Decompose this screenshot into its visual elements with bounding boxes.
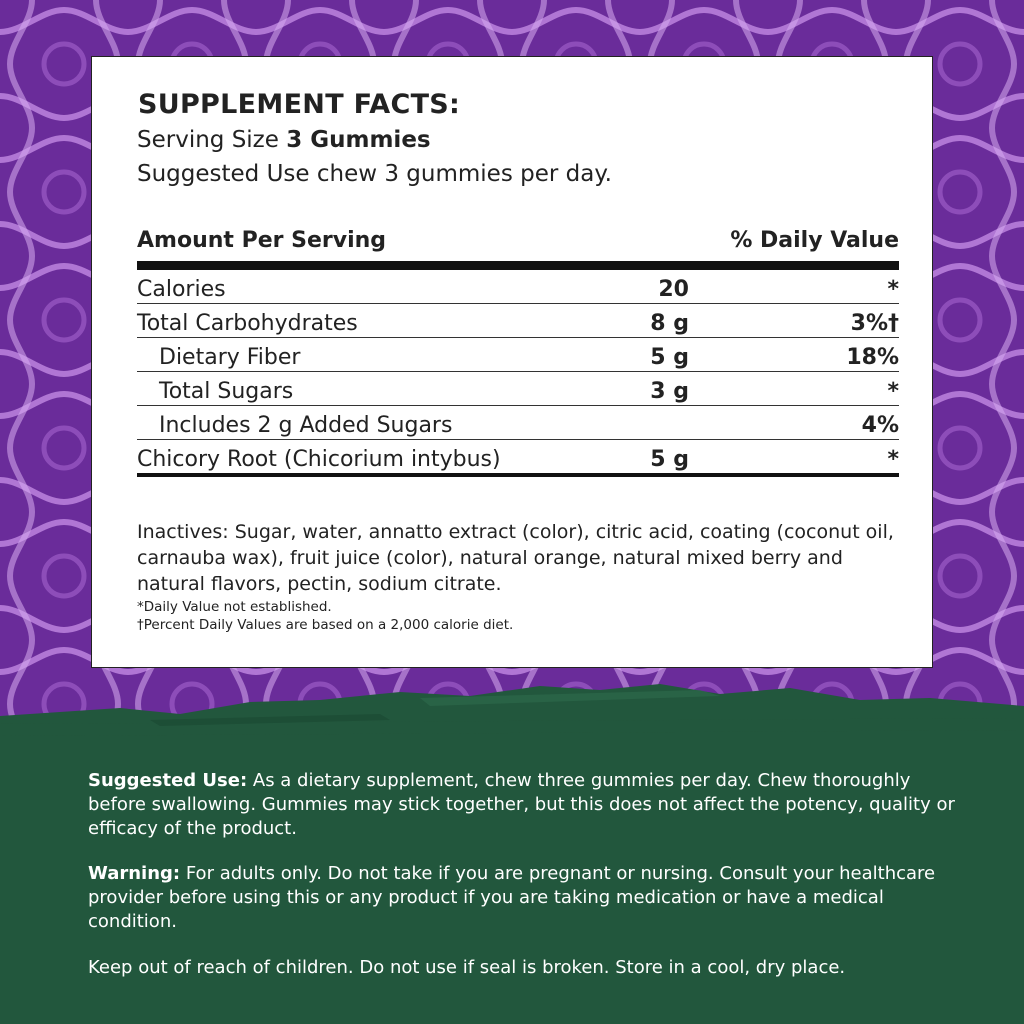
- row-amount: 3 g: [650, 379, 689, 404]
- nutrition-table: [137, 227, 899, 477]
- storage-paragraph: Keep out of reach of children. Do not use if seal is broken. Store in a cool, dry place.: [88, 957, 846, 978]
- table-row: [137, 304, 899, 338]
- serving-size: [137, 127, 431, 153]
- supplement-facts-panel: [91, 56, 933, 668]
- suggested-use-text: As a dietary supplement, chew three gummies per day. Chew thoroughly before swallowing. Gummies may stick together, but this does not affect the potency, quality or efficacy of the product.: [88, 770, 955, 839]
- daily-value-note: *Daily Value not established.: [137, 599, 332, 615]
- row-name: Calories: [137, 277, 226, 302]
- row-daily-value: *: [887, 277, 899, 302]
- table-row: [137, 372, 899, 406]
- row-amount: 5 g: [650, 345, 689, 370]
- serving-size-value: 3 Gummies: [286, 127, 431, 153]
- table-row: [137, 338, 899, 372]
- percent-daily-note: †Percent Daily Values are based on a 2,000 calorie diet.: [137, 617, 514, 633]
- row-daily-value: *: [887, 379, 899, 404]
- facts-title: SUPPLEMENT FACTS:: [138, 89, 461, 120]
- inactives-text: Inactives: Sugar, water, annatto extract (color), citric acid, coating (coconut oil, carnauba wax), fruit juice (color), natural orange, natural mixed berry and natural flavors, pectin, sodium citrate.: [137, 521, 894, 595]
- warning-paragraph: [88, 862, 968, 934]
- row-name: Dietary Fiber: [159, 345, 301, 370]
- row-daily-value: 18%: [846, 345, 899, 370]
- warning-label: Warning:: [88, 863, 181, 884]
- suggested-use-label: Suggested Use:: [88, 770, 248, 791]
- suggested-use-line: Suggested Use chew 3 gummies per day.: [137, 161, 612, 187]
- row-name: Total Sugars: [159, 379, 294, 404]
- suggested-use-paragraph: [88, 769, 968, 841]
- row-daily-value: 4%: [861, 413, 899, 438]
- table-row: [137, 406, 899, 440]
- row-daily-value: *: [887, 447, 899, 472]
- header-daily-value: % Daily Value: [730, 228, 899, 253]
- row-name: Includes 2 g Added Sugars: [159, 413, 453, 438]
- header-amount: Amount Per Serving: [137, 228, 387, 253]
- warning-text: For adults only. Do not take if you are pregnant or nursing. Consult your healthcare provider before using this or any product if you are taking medication or have a medical condition.: [88, 863, 936, 932]
- table-row: [137, 270, 899, 304]
- row-name: Chicory Root (Chicorium intybus): [137, 447, 501, 472]
- row-amount: 20: [658, 277, 689, 302]
- row-amount: 5 g: [650, 447, 689, 472]
- row-amount: 8 g: [650, 311, 689, 336]
- table-row: [137, 440, 899, 477]
- serving-size-label: Serving Size: [137, 127, 287, 153]
- table-header: [137, 227, 899, 270]
- row-daily-value: 3%†: [850, 311, 899, 336]
- row-name: Total Carbohydrates: [137, 311, 358, 336]
